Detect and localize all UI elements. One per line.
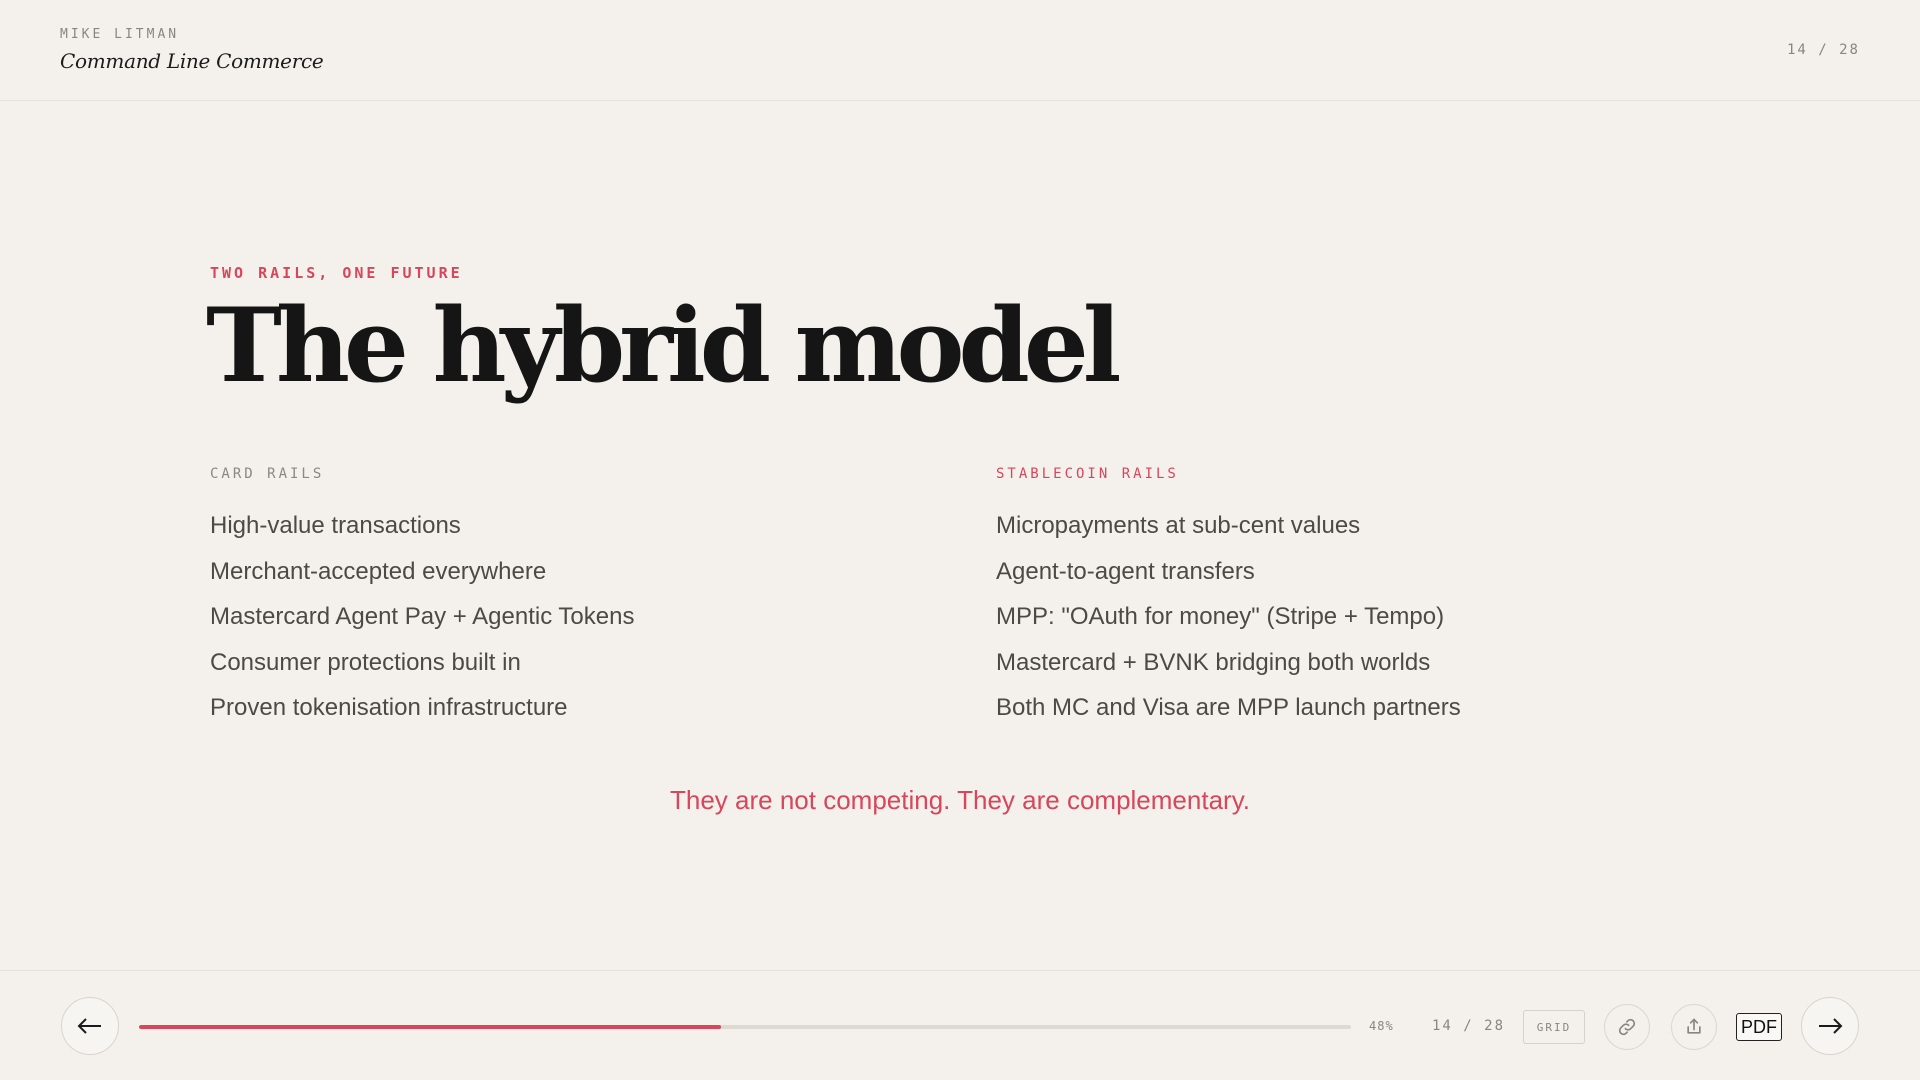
share-icon [1684,1017,1704,1037]
page-counter-top: 14 / 28 [1786,42,1860,58]
copy-link-button[interactable] [1604,1004,1650,1050]
page-counter-bottom: 14 / 28 [1432,1018,1506,1034]
progress-percent: 48% [1369,1019,1394,1033]
share-button[interactable] [1671,1004,1717,1050]
slide-tagline: They are not competing. They are complementary. [670,785,1250,815]
progress-bar[interactable] [139,1025,1351,1029]
footer-controls [0,970,1920,1080]
previous-slide-button[interactable] [61,997,119,1055]
list-item: Mastercard + BVNK bridging both worlds [996,648,1431,676]
pdf-export-button[interactable]: PDF [1736,1013,1782,1041]
stablecoin-rails-list [996,503,1696,731]
grid-view-button[interactable]: GRID [1523,1010,1585,1044]
link-icon [1617,1017,1637,1037]
list-item: Mastercard Agent Pay + Agentic Tokens [210,603,635,630]
list-item: Both MC and Visa are MPP launch partners [996,694,1461,721]
column-label-stablecoin-rails: STABLECOIN RAILS [996,466,1179,482]
slide-title: The hybrid model [206,286,1116,406]
list-item: High-value transactions [210,512,461,539]
stablecoin-rails-column [996,466,1696,731]
list-item: Consumer protections built in [210,648,521,676]
arrow-left-icon [77,1018,103,1034]
card-rails-list [210,503,910,731]
next-slide-button[interactable] [1801,997,1859,1055]
list-item: Agent-to-agent transfers [996,557,1255,585]
list-item: Merchant-accepted everywhere [210,557,547,585]
arrow-right-icon [1817,1018,1843,1034]
card-rails-column [210,466,910,731]
deck-title: Command Line Commerce [60,49,324,73]
list-item: Proven tokenisation infrastructure [210,694,568,721]
header-bar [0,0,1920,101]
column-label-card-rails: CARD RAILS [210,466,325,482]
author-name: MIKE LITMAN [60,27,180,42]
progress-fill [139,1025,721,1029]
list-item: MPP: "OAuth for money" (Stripe + Tempo) [996,603,1445,630]
list-item: Micropayments at sub-cent values [996,512,1361,539]
slide-eyebrow: TWO RAILS, ONE FUTURE [210,264,463,282]
